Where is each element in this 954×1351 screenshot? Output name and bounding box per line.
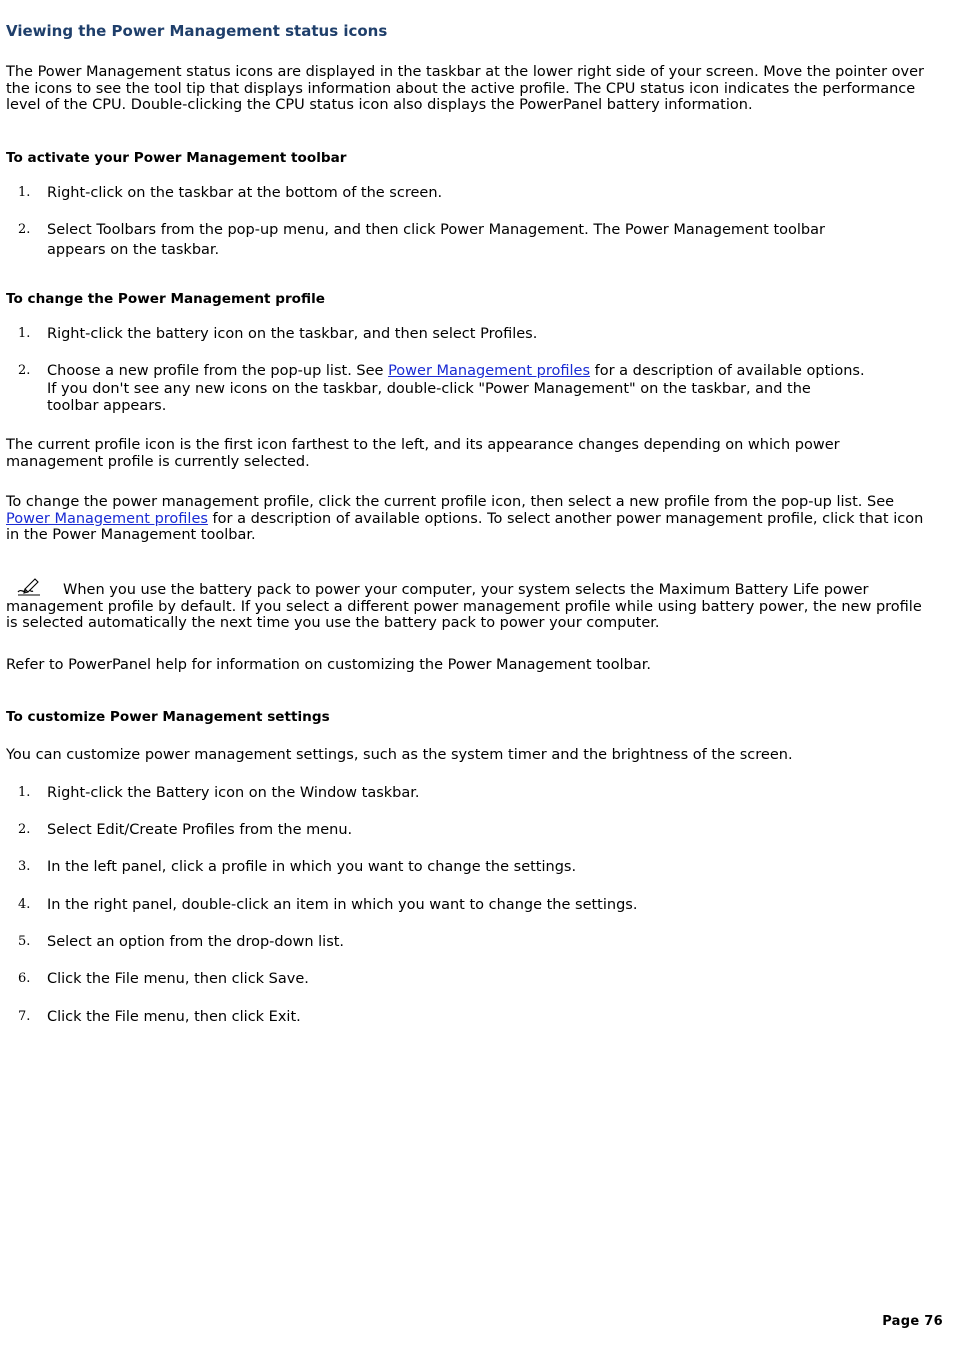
step-number: 4. <box>18 897 31 912</box>
page-number: Page 76 <box>882 1314 943 1329</box>
step-text: Select an option from the drop-down list. <box>47 934 345 950</box>
step-text: Click the File menu, then click Save. <box>47 971 309 987</box>
power-management-profiles-link[interactable]: Power Management profiles <box>388 363 591 379</box>
step-number: 2. <box>18 822 31 837</box>
step-number: 2. <box>18 363 31 378</box>
step-number: 1. <box>18 185 31 200</box>
note-paragraph: When you use the battery pack to power your computer, your system selects the Maximum Battery Life power management profile by default. If you select a different power management profile while using battery power, the new profile is selected automatically the next time you use the battery pack to power your computer. <box>6 582 922 632</box>
section-heading-customize-settings: To customize Power Management settings <box>6 709 330 725</box>
page-title: Viewing the Power Management status icons <box>6 22 388 40</box>
refer-paragraph: Refer to PowerPanel help for information on customizing the Power Management toolbar. <box>6 657 651 673</box>
step-number: 1. <box>18 785 31 800</box>
power-management-profiles-link[interactable]: Power Management profiles <box>6 510 208 527</box>
customize-intro-paragraph: You can customize power management settings, such as the system timer and the brightness of the screen. <box>6 747 793 763</box>
section-heading-change-profile: To change the Power Management profile <box>6 291 325 307</box>
step-number: 2. <box>18 222 31 237</box>
step-text: Select Edit/Create Profiles from the menu. <box>47 822 353 838</box>
step-number: 6. <box>18 971 31 986</box>
step-text: In the right panel, double-click an item in which you want to change the settings. <box>47 897 638 913</box>
step-text: Right-click on the taskbar at the bottom of the screen. <box>47 185 443 201</box>
step-number: 7. <box>18 1009 31 1024</box>
section-heading-activate-toolbar: To activate your Power Management toolbar <box>6 150 347 166</box>
step-text: In the left panel, click a profile in which you want to change the settings. <box>47 859 577 875</box>
profile-icon-paragraph: The current profile icon is the first icon farthest to the left, and its appearance changes depending on which power management profile is currently selected. <box>6 437 840 470</box>
step-number: 5. <box>18 934 31 949</box>
step-text: Select Toolbars from the pop-up menu, and then click Power Management. The Power Management toolbar appears on the taskbar. <box>47 222 825 258</box>
step-number: 1. <box>18 326 31 341</box>
step-text: Choose a new profile from the pop-up list. See Power Management profiles for a description of available options. If you don't see any new icons on the taskbar, double-click "Power Management" on the taskbar, and the toolbar appears. <box>47 363 865 414</box>
step-text: Click the File menu, then click Exit. <box>47 1009 301 1025</box>
step-number: 3. <box>18 859 31 874</box>
intro-paragraph: The Power Management status icons are displayed in the taskbar at the lower right side of your screen. Move the pointer over the icons to see the tool tip that displays information about the active profile. The CPU status icon indicates the performance level of the CPU. Double-clicking the CPU status icon also displays the PowerPanel battery information. <box>6 64 924 114</box>
change-profile-paragraph: To change the power management profile, click the current profile icon, then select a new profile from the pop-up list. See Power Management profiles for a description of available options. To select another power management profile, click that icon in the Power Management toolbar. <box>6 494 924 544</box>
step-text: Right-click the battery icon on the taskbar, and then select Profiles. <box>47 326 538 342</box>
step-text: Right-click the Battery icon on the Window taskbar. <box>47 785 420 801</box>
